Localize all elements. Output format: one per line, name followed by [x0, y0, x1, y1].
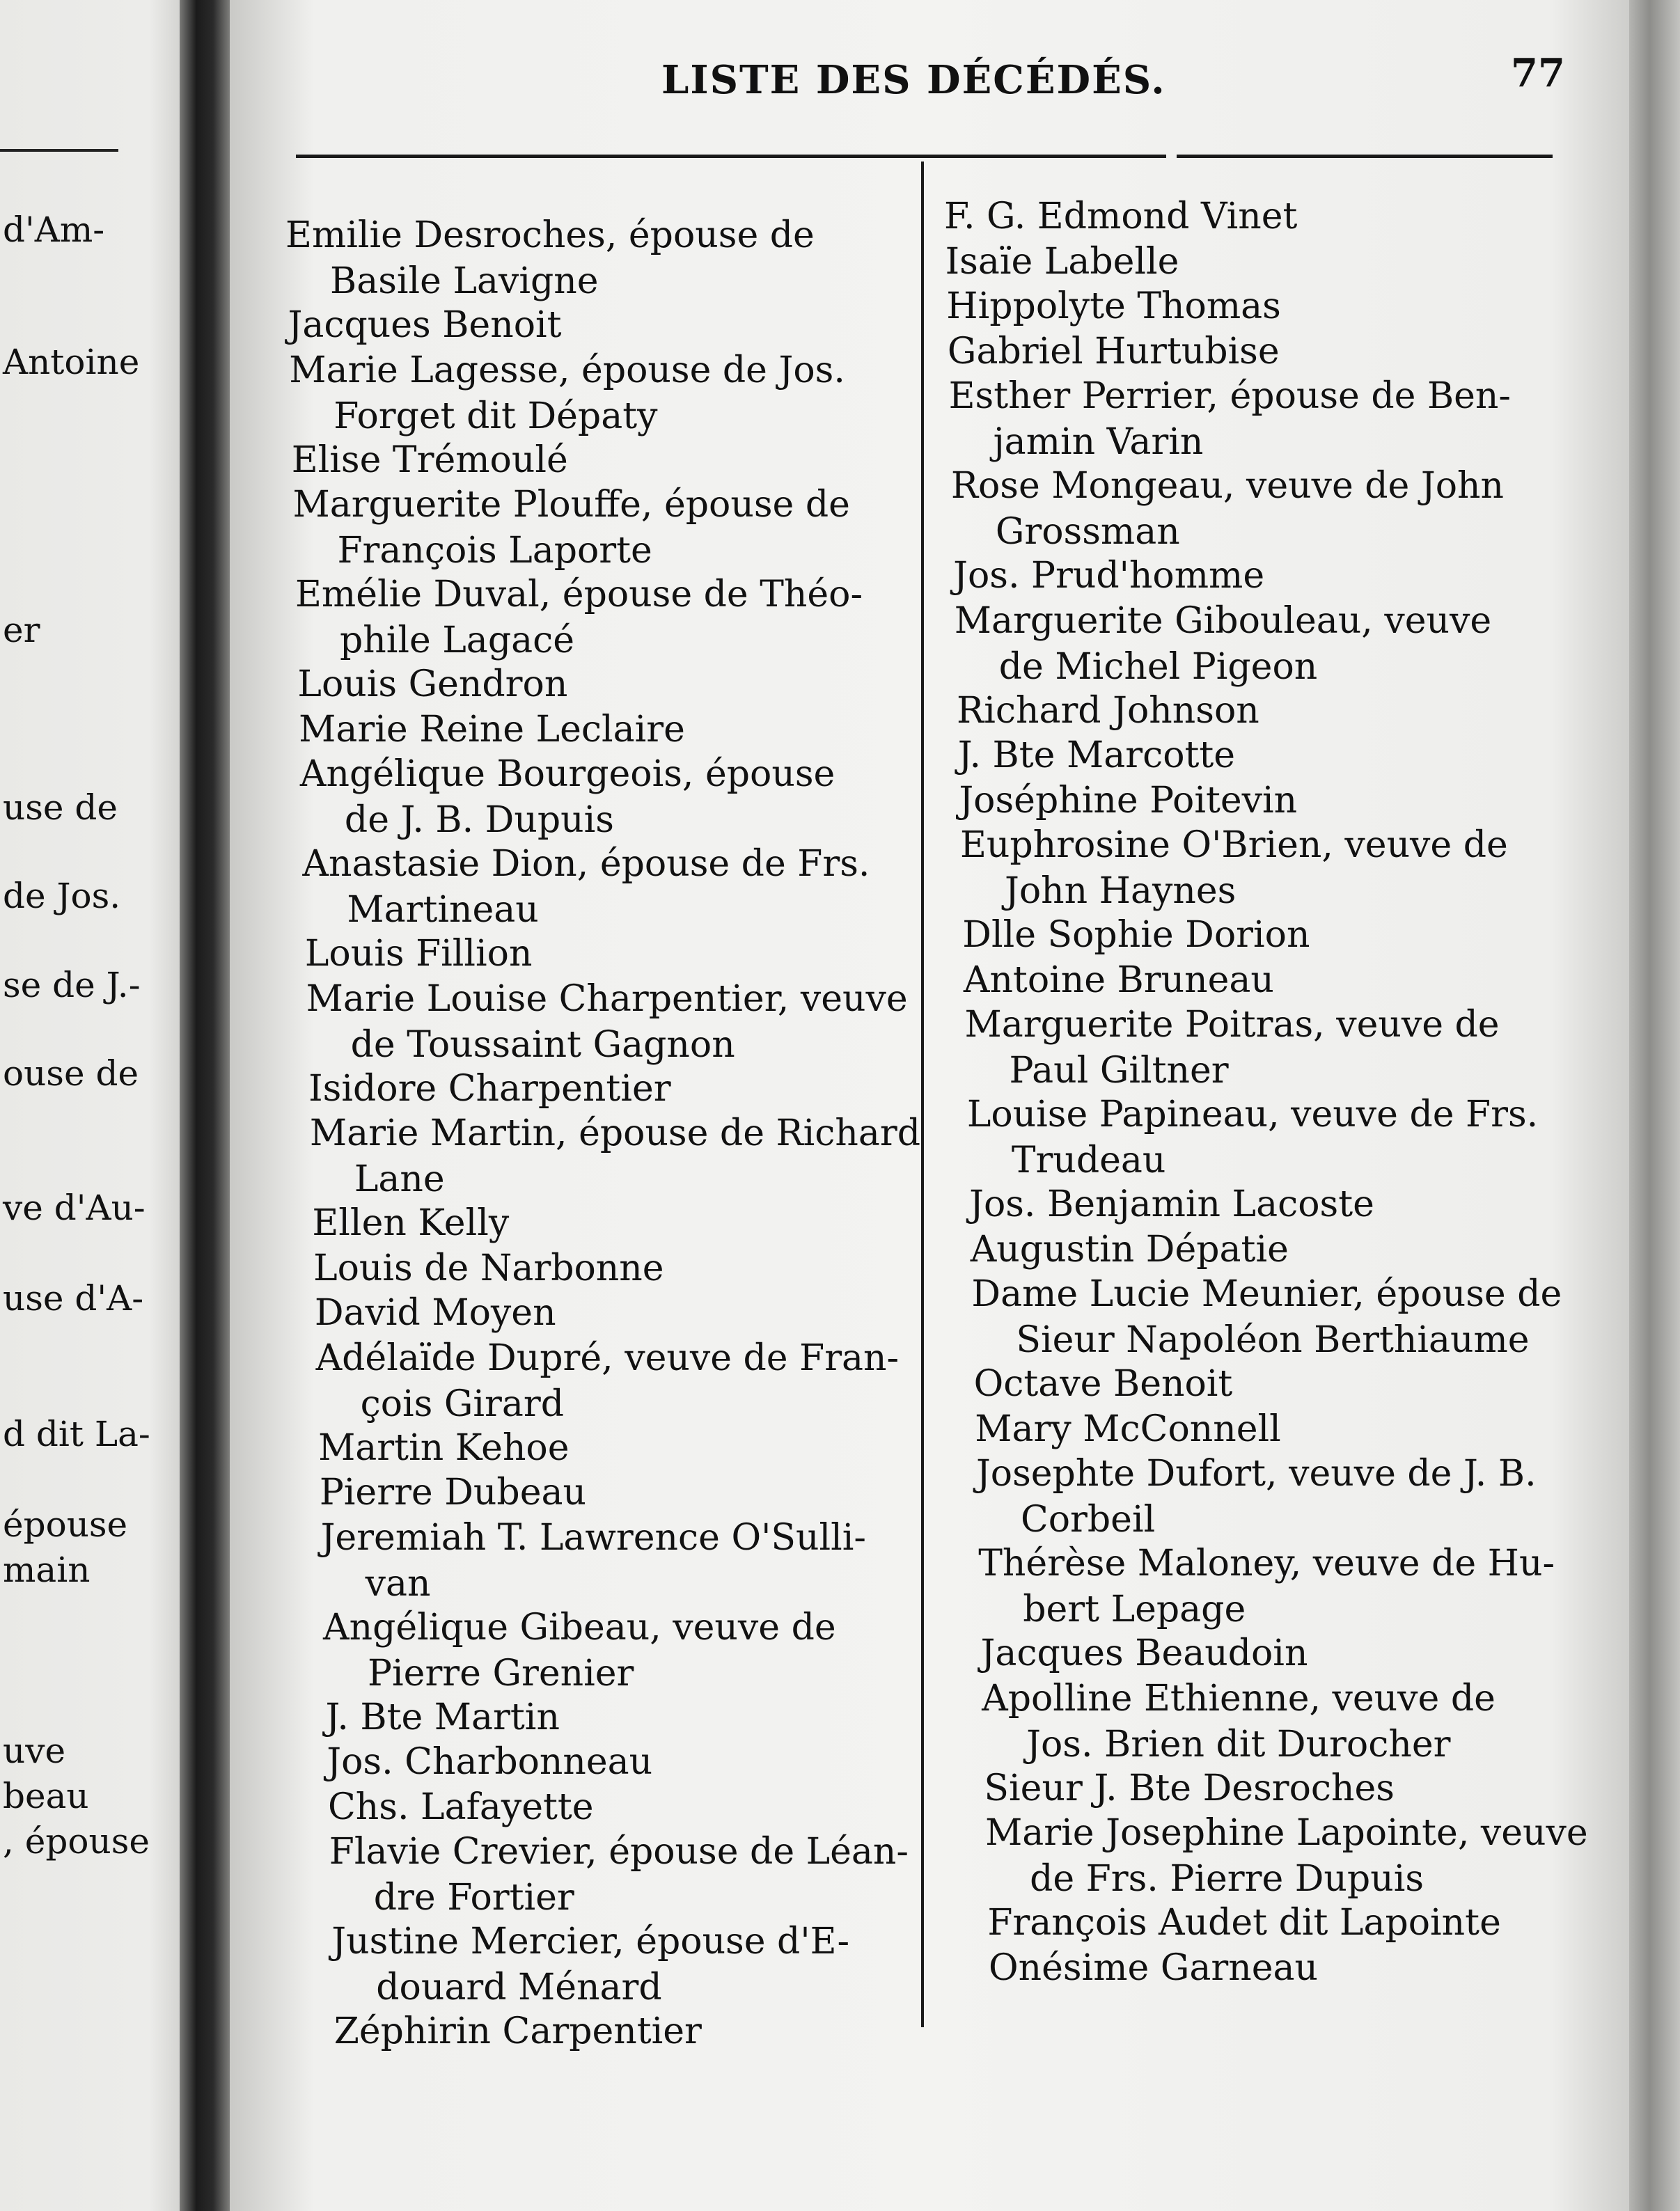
death-entry — [292, 484, 850, 572]
entry-name-line: Jos. Prud'homme — [953, 555, 1265, 597]
entry-name-line: Angélique Gibeau, veuve de — [323, 1606, 836, 1649]
death-entry — [975, 1453, 1537, 1541]
death-entry — [964, 1004, 1500, 1092]
entry-name-line: Marie Reine Leclaire — [299, 708, 685, 750]
death-entry — [945, 240, 1179, 283]
entry-continuation-line: phile Lagacé — [339, 620, 574, 661]
entry-name-line: François Audet dit Lapointe — [987, 1902, 1501, 1944]
death-entry — [962, 914, 1310, 956]
facing-text-fragment: d dit La- — [3, 1414, 150, 1454]
entry-name-line: Marie Martin, épouse de Richard — [309, 1112, 921, 1154]
death-entry — [970, 1228, 1289, 1270]
death-entry — [309, 1112, 921, 1200]
entry-continuation-line: bert Lepage — [1023, 1589, 1246, 1630]
death-entry — [969, 1183, 1374, 1225]
facing-text-fragment: use d'A- — [3, 1278, 144, 1319]
death-entry — [963, 959, 1274, 1001]
entry-name-line: Martin Kehoe — [318, 1426, 570, 1469]
death-entry — [304, 933, 533, 975]
death-entry — [285, 214, 815, 302]
death-entry — [308, 1067, 671, 1110]
death-entry — [953, 555, 1265, 597]
facing-text-fragment: , épouse — [3, 1821, 150, 1862]
death-entry — [987, 1902, 1501, 1944]
death-entry — [314, 1292, 556, 1334]
entry-name-line: David Moyen — [314, 1292, 556, 1334]
death-entry — [954, 599, 1492, 688]
death-entry — [967, 1096, 1538, 1179]
death-entry — [306, 977, 908, 1066]
death-entry — [288, 304, 562, 346]
facing-text-fragment: épouse — [3, 1504, 128, 1545]
entry-name-line: Jacques Beaudoin — [980, 1632, 1308, 1674]
facing-text-fragment: ve d'Au- — [3, 1188, 146, 1228]
entry-name-line: Chs. Lafayette — [328, 1786, 594, 1828]
death-entry — [973, 1363, 1233, 1405]
facing-text-fragment: er — [3, 610, 40, 650]
death-entry — [329, 1831, 909, 1919]
entry-name-line: Louis de Narbonne — [313, 1247, 664, 1289]
death-entry — [325, 1696, 560, 1738]
entry-continuation-line: dre Fortier — [373, 1877, 574, 1919]
page-edge — [1629, 0, 1680, 2211]
entry-name-line: Marguerite Poitras, veuve de — [964, 1004, 1500, 1046]
death-entry — [291, 439, 568, 481]
death-entry — [297, 663, 568, 705]
entry-continuation-line: John Haynes — [1004, 870, 1237, 912]
death-entry — [333, 2011, 702, 2052]
death-entry — [985, 1812, 1588, 1900]
entry-name-line: Dame Lucie Meunier, épouse de — [971, 1273, 1562, 1315]
entry-name-line: Louis Gendron — [297, 663, 568, 705]
death-entry — [327, 1741, 653, 1783]
death-entry — [323, 1606, 836, 1694]
entry-name-line: Jos. Benjamin Lacoste — [969, 1183, 1374, 1225]
entry-continuation-line: Martineau — [347, 889, 539, 931]
facing-text-fragment: uve — [3, 1731, 66, 1771]
entry-continuation-line: Grossman — [995, 511, 1180, 553]
death-entry — [315, 1337, 900, 1425]
entry-name-line: Marguerite Gibouleau, veuve — [954, 599, 1492, 642]
death-entry — [295, 576, 863, 659]
facing-page-fragment — [0, 0, 187, 2211]
entry-continuation-line: Trudeau — [1011, 1140, 1166, 1181]
facing-text-fragment: Antoine — [3, 342, 140, 382]
entry-name-line: Ellen Kelly — [312, 1202, 510, 1244]
entry-name-line: J. Bte Marcotte — [957, 734, 1236, 776]
death-entry — [320, 1516, 866, 1605]
death-entry — [302, 843, 870, 931]
death-entry — [980, 1632, 1308, 1674]
death-entry — [978, 1545, 1555, 1628]
entry-continuation-line: Basile Lavigne — [330, 260, 599, 302]
entry-name-line: Pierre Dubeau — [319, 1472, 586, 1513]
entry-name-line: Esther Perrier, épouse de Ben- — [948, 375, 1511, 417]
death-entry — [318, 1426, 570, 1469]
entry-continuation-line: çois Girard — [360, 1383, 565, 1425]
facing-text-fragment: use de — [3, 787, 118, 828]
entry-name-line: Octave Benoit — [973, 1363, 1233, 1405]
death-entry — [957, 689, 1259, 732]
facing-text-fragment: main — [3, 1550, 91, 1590]
entry-name-line: Marie Louise Charpentier, veuve — [306, 977, 908, 1020]
entry-name-line: Flavie Crevier, épouse de Léan- — [329, 1831, 909, 1873]
death-entry — [944, 198, 1297, 235]
header-rule-right — [1177, 155, 1553, 158]
entry-name-line: Angélique Bourgeois, épouse — [299, 753, 835, 795]
facing-page-rule — [0, 149, 118, 152]
facing-text-fragment: se de J.- — [3, 965, 141, 1005]
entry-name-line: Augustin Dépatie — [970, 1228, 1289, 1270]
death-entry — [984, 1767, 1395, 1809]
death-entry — [289, 349, 845, 437]
entry-name-line: Justine Mercier, épouse d'E- — [331, 1921, 850, 1962]
entry-continuation-line: François Laporte — [337, 530, 652, 572]
entry-continuation-line: Paul Giltner — [1009, 1050, 1229, 1092]
death-entry — [313, 1247, 664, 1289]
entry-name-line: Louise Papineau, veuve de Frs. — [966, 1094, 1539, 1135]
death-entry — [950, 465, 1504, 553]
entry-continuation-line: Sieur Napoléon Berthiaume — [1016, 1319, 1530, 1361]
entry-name-line: Isidore Charpentier — [308, 1067, 671, 1110]
entry-continuation-line: Jos. Brien dit Durocher — [1026, 1723, 1451, 1765]
entry-name-line: Isaïe Labelle — [945, 240, 1179, 283]
death-entry — [982, 1677, 1495, 1765]
page-title: LISTE DES DÉCÉDÉS. — [661, 57, 1166, 103]
entry-continuation-line: de J. B. Dupuis — [344, 799, 614, 841]
entry-name-line: Joséphine Poitevin — [959, 779, 1298, 821]
entry-name-line: Gabriel Hurtubise — [947, 330, 1280, 372]
death-entry — [331, 1923, 849, 2006]
death-entry — [947, 330, 1280, 372]
death-entry — [975, 1408, 1281, 1450]
death-entry — [959, 779, 1298, 821]
entry-name-line: Richard Johnson — [957, 689, 1259, 732]
death-entry — [946, 285, 1281, 327]
death-entry — [299, 708, 685, 750]
entry-name-line: Adélaïde Dupré, veuve de Fran- — [315, 1337, 900, 1379]
entry-continuation-line: de Toussaint Gagnon — [350, 1023, 735, 1066]
entry-name-line: Emilie Desroches, épouse de — [285, 214, 815, 256]
entry-name-line: Thérèse Maloney, veuve de Hu- — [978, 1543, 1555, 1584]
entry-name-line: Jos. Charbonneau — [327, 1741, 653, 1783]
death-entry — [971, 1273, 1562, 1361]
entry-name-line: Euphrosine O'Brien, veuve de — [959, 824, 1508, 866]
entry-name-line: Hippolyte Thomas — [946, 285, 1281, 327]
facing-text-fragment: d'Am- — [3, 210, 105, 250]
entry-name-line: Emélie Duval, épouse de Théo- — [295, 574, 863, 615]
entry-name-line: Antoine Bruneau — [963, 959, 1274, 1001]
entry-name-line: J. Bte Martin — [325, 1696, 560, 1738]
entry-name-line: Onésime Garneau — [989, 1946, 1318, 1989]
entry-name-line: Josephte Dufort, veuve de J. B. — [975, 1453, 1537, 1495]
entry-name-line: Mary McConnell — [975, 1408, 1281, 1450]
entry-name-line: Marie Josephine Lapointe, veuve — [985, 1812, 1588, 1854]
entry-continuation-line: de Michel Pigeon — [998, 645, 1318, 688]
death-entry — [989, 1946, 1318, 1989]
entry-continuation-line: Corbeil — [1020, 1499, 1156, 1541]
entry-name-line: Marie Lagesse, épouse de Jos. — [289, 349, 845, 391]
entry-continuation-line: jamin Varin — [993, 421, 1204, 463]
entry-continuation-line: douard Ménard — [376, 1967, 662, 2008]
death-entry — [312, 1202, 510, 1244]
header-rule-left — [296, 155, 1166, 158]
entry-continuation-line: Lane — [354, 1158, 445, 1200]
facing-text-fragment: de Jos. — [3, 876, 121, 916]
death-entry — [320, 1474, 586, 1511]
entry-name-line: Apolline Ethienne, veuve de — [982, 1677, 1495, 1720]
entry-name-line: Jacques Benoit — [288, 304, 562, 346]
entry-name-line: Marguerite Plouffe, épouse de — [292, 484, 850, 526]
entry-name-line: Rose Mongeau, veuve de John — [950, 465, 1504, 507]
entry-name-line: Zéphirin Carpentier — [333, 2011, 702, 2052]
entry-name-line: Sieur J. Bte Desroches — [984, 1767, 1395, 1809]
entry-continuation-line: van — [365, 1562, 431, 1605]
facing-text-fragment: ouse de — [3, 1053, 139, 1094]
death-entry — [328, 1786, 594, 1828]
death-entry — [299, 753, 835, 841]
entry-continuation-line: de Frs. Pierre Dupuis — [1030, 1858, 1424, 1900]
death-entry — [957, 734, 1236, 776]
entry-name-line: F. G. Edmond Vinet — [944, 196, 1298, 237]
page-number: 77 — [1511, 50, 1565, 96]
entry-name-line: Anastasie Dion, épouse de Frs. — [302, 843, 870, 885]
entry-name-line: Louis Fillion — [304, 933, 533, 975]
entry-name-line: Dlle Sophie Dorion — [962, 914, 1310, 956]
entry-name-line: Elise Trémoulé — [291, 439, 568, 481]
death-entry — [959, 824, 1508, 912]
entry-continuation-line: Pierre Grenier — [368, 1652, 634, 1694]
facing-text-fragment: beau — [3, 1776, 89, 1816]
entry-continuation-line: Forget dit Dépaty — [333, 395, 658, 437]
column-divider — [921, 162, 924, 2027]
book-gutter — [180, 0, 235, 2211]
death-entry — [948, 375, 1511, 463]
entry-name-line: Jeremiah T. Lawrence O'Sulli- — [320, 1516, 866, 1559]
